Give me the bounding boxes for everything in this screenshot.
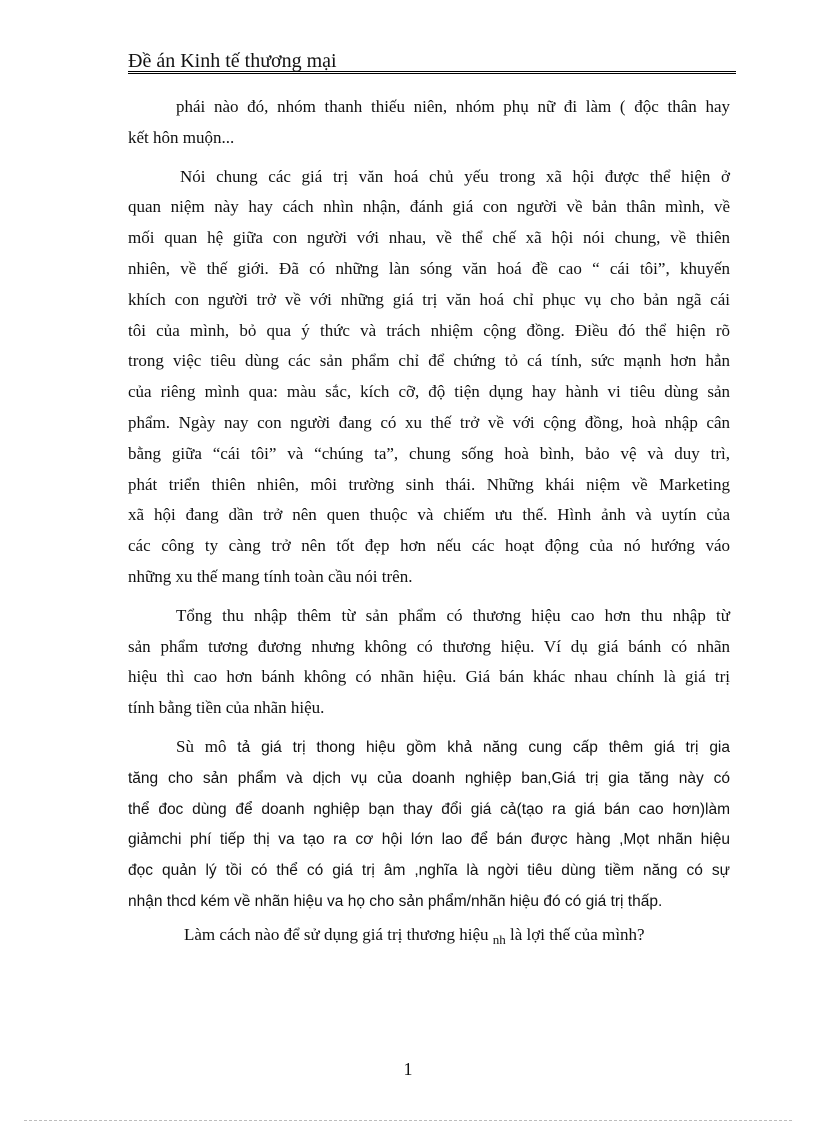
paragraph-2-line-8: của riêng mình qua: màu sắc, kích cỡ, độ tiện dụng hay hành vi tiêu dùng sản <box>128 382 730 402</box>
paragraph-2-line-11: phát triển thiên nhiên, môi trường sinh thái. Những khái niệm về Marketing <box>128 474 730 494</box>
paragraph-5-subscript: nh <box>492 931 506 947</box>
paragraph-3 <box>128 601 730 724</box>
paragraph-4-line-6: nhận thcd kém về nhãn hiệu va họ cho sản phẩm/nhãn hiệu đó có giá trị thấp. <box>128 892 663 910</box>
paragraph-2-line-13: các công ty càng trở nên tốt đẹp hơn nếu các hoạt động của nó hướng váo <box>128 536 730 556</box>
paragraph-3-line-4: tính bằng tiền của nhãn hiệu. <box>128 698 325 718</box>
header-double-rule <box>128 71 736 74</box>
paragraph-4-line-4: giảmchi phí tiếp thị va tạo ra cơ hội lớn lao để bán được hàng ,Mọt nhãn hiệu <box>128 831 730 849</box>
paragraph-2-line-2: quan niệm này hay cách nhìn nhận, đánh giá con người về bản thân mình, về <box>128 197 730 217</box>
paragraph-2-line-6: tôi của mình, bỏ qua ý thức và trách nhiệm cộng đồng. Điều đó thể hiện rõ <box>128 320 730 340</box>
paragraph-2-line-7: trong việc tiêu dùng các sản phẩm chỉ để chứng tỏ cá tính, sức mạnh hơn hẳn <box>128 351 730 371</box>
paragraph-2-line-14: những xu thế mang tính toàn cầu nói trên. <box>128 566 413 586</box>
paragraph-4-line-3: thể đoc dùng để doanh nghiệp bạn thay đổi giá cả(tạo ra giá bán cao hơn)làm <box>128 800 730 818</box>
paragraph-4-line-1 <box>128 732 730 764</box>
paragraph-5-text-after: là lợi thế của mình? <box>510 924 645 944</box>
page-header <box>128 50 736 74</box>
paragraph-4-line-5: đọc quản lý tồi có thể có giá trị âm ,nghĩa là ngời tiêu dùng tiềm năng có sự <box>128 862 730 880</box>
paragraph-4-lead: Sù mô <box>176 736 227 756</box>
paragraph-1-line-1: phái nào đó, nhóm thanh thiếu niên, nhóm phụ nữ đi làm ( độc thân hay <box>176 97 730 116</box>
paragraph-2-line-1: Nói chung các giá trị văn hoá chủ yếu trong xã hội được thể hiện ở <box>180 166 730 186</box>
paragraph-2 <box>128 162 730 593</box>
paragraph-2-line-10: bằng giữa “cái tôi” và “chúng ta”, chung sống hoà bình, bảo vệ và duy trì, <box>128 443 730 463</box>
paragraph-2-line-4: nhiên, về thế giới. Đã có những làn sóng văn hoá đề cao “ cái tôi”, khuyến <box>128 258 730 278</box>
paragraph-1 <box>128 92 730 154</box>
document-body <box>128 92 730 956</box>
paragraph-5-text-before: Làm cách nào để sử dụng giá trị thương hiệu <box>184 924 489 944</box>
paragraph-3-line-1: Tổng thu nhập thêm từ sản phẩm có thương hiệu cao hơn thu nhập từ <box>176 605 730 625</box>
paragraph-4-line-2: tăng cho sản phẩm và dịch vụ của doanh nghiệp ban,Giá trị gia tăng này có <box>128 769 730 787</box>
header-title: Đề án Kinh tế thương mại <box>128 50 337 72</box>
paragraph-4 <box>128 732 730 918</box>
paragraph-2-line-3: mối quan hệ giữa con người với nhau, về thể chế xã hội nói chung, về thiên <box>128 228 730 248</box>
paragraph-3-line-2: sản phẩm tương đương nhưng không có thương hiệu. Ví dụ giá bánh có nhãn <box>128 636 730 656</box>
paragraph-3-line-3: hiệu thì cao hơn bánh không có nhãn hiệu. Giá bán khác nhau chính là giá trị <box>128 667 730 687</box>
paragraph-1-line-2: kết hôn muộn... <box>128 127 235 147</box>
paragraph-4-line-1-rest: tả giá trị thong hiệu gồm khả năng cung cấp thêm giá trị gia <box>237 738 730 756</box>
paragraph-2-line-9: phẩm. Ngày nay con người đang có xu thế trở về với cộng đồng, hoà nhập cân <box>128 412 730 432</box>
paragraph-5 <box>128 920 730 956</box>
paragraph-2-line-5: khích con người trở về với những giá trị văn hoá chỉ phục vụ cho bản ngã cái <box>128 289 730 309</box>
page-bottom-edge <box>24 1120 792 1121</box>
page-number: 1 <box>403 1059 413 1079</box>
paragraph-2-line-12: xã hội đang dần trở nên quen thuộc và chiếm ưu thế. Hình ảnh và uytín của <box>128 505 730 525</box>
